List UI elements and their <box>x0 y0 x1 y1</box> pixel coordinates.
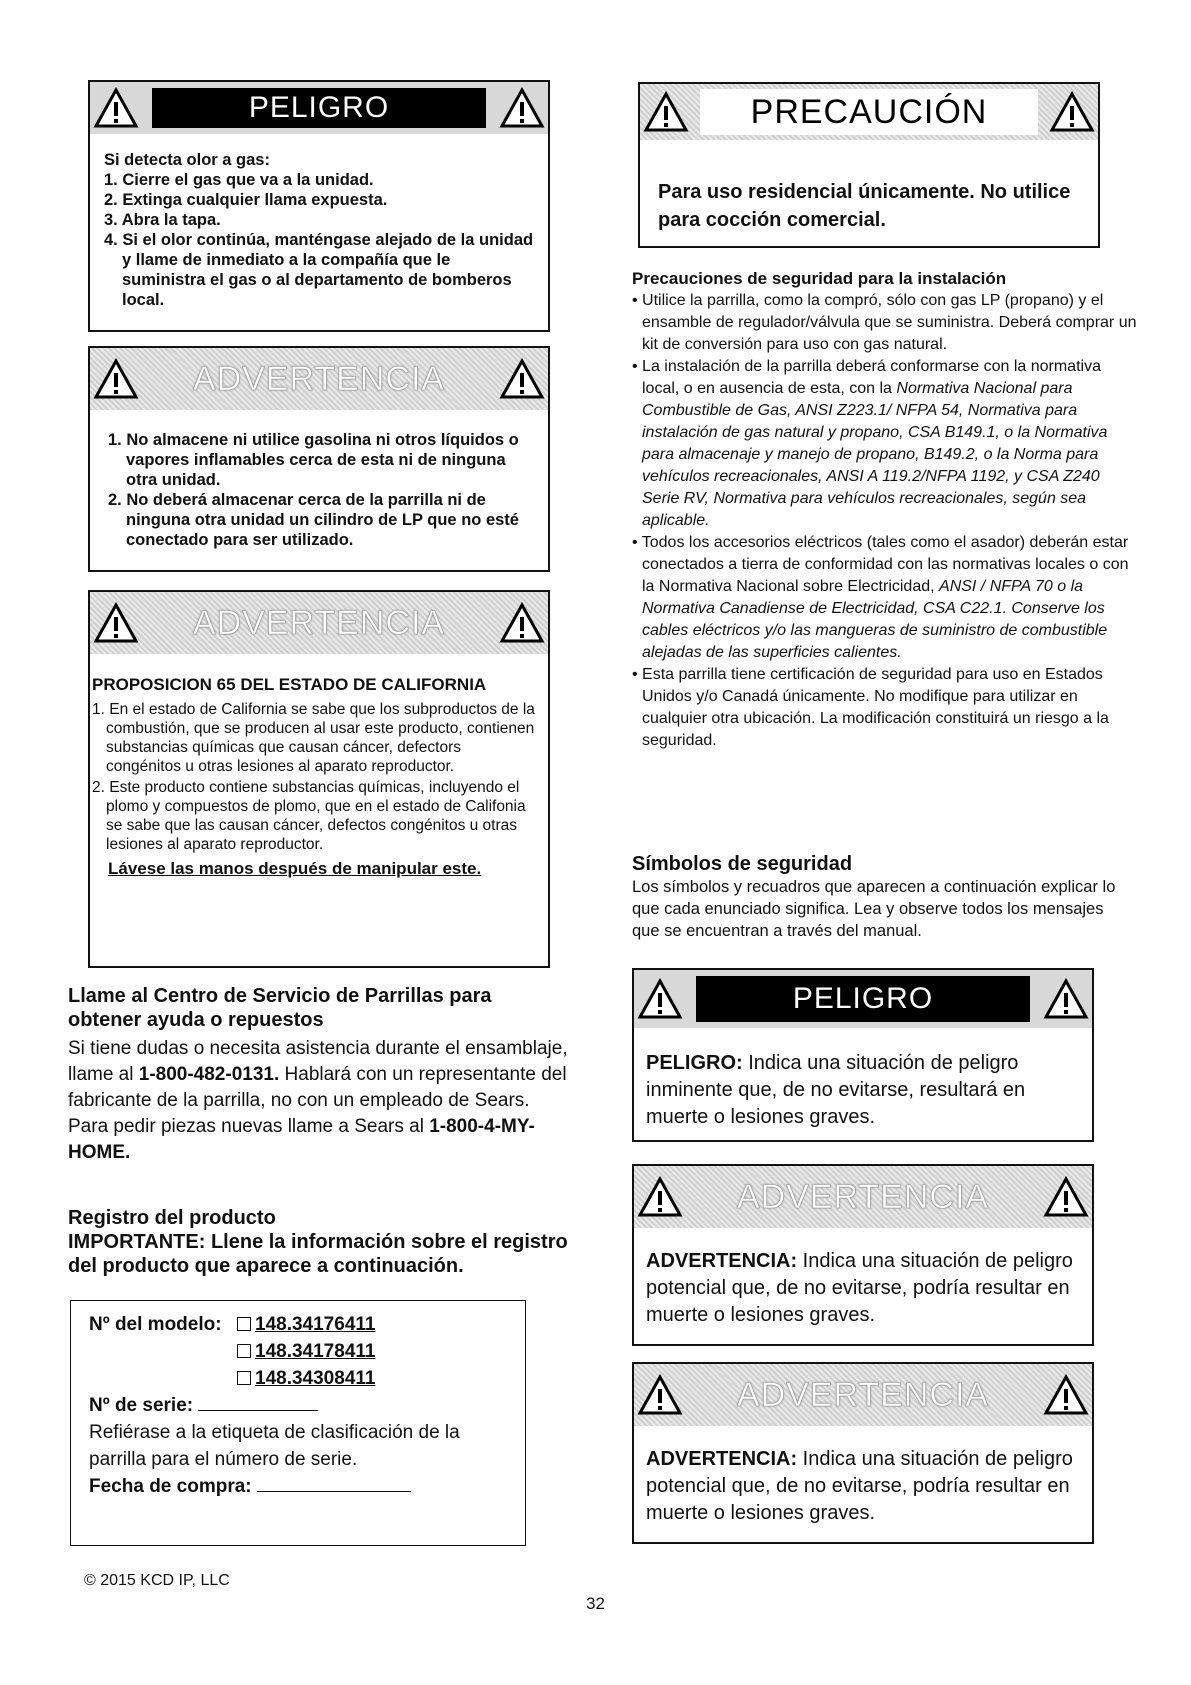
advertencia-box-2 <box>88 590 550 968</box>
date-field[interactable] <box>257 1474 411 1492</box>
warning-triangle-icon <box>90 82 142 134</box>
service-text <box>68 1036 568 1166</box>
precaucion-header <box>640 84 1098 140</box>
list-item: 1. Cierre el gas que va a la unidad. <box>104 171 374 189</box>
checkbox[interactable] <box>237 1317 251 1331</box>
symbol-description: Indica una situación de peligro potencial que, de no evitarse, podría resultar en muerte o lesiones graves. <box>646 1250 1073 1326</box>
install-bullet-text: • Todos los accesorios eléctricos (tales como el asador) deberán estar conectados a tierra de conformidad con las normativas locales o con la Normativa Nacional sobre Electricidad, <box>632 534 1129 595</box>
symbol-advertencia-text <box>646 1446 1080 1527</box>
serial-label: Nº de serie: <box>89 1395 194 1416</box>
install-bullet-italic: Normativa Nacional para Combustible de Gas, ANSI Z223.1/ NFPA 54, Normativa para instalación de gas natural y propano, CSA B149.1, o la Normativa para almacenaje y manejo de propano, B149.2, o la Norma para vehículos recreacionales, ANSI A 119.2/NFPA 1192, y CSA Z240 Serie RV, Normativa para vehículos recreacionales, según sea aplicable. <box>642 380 1108 529</box>
warning-triangle-icon <box>496 82 548 134</box>
symbols-text: Los símbolos y recuadros que aparecen a continuación explicar lo que cada enunciado significa. Lea y observe todos los mensajes que se encuentran a través del manual. <box>632 878 1116 940</box>
peligro-header-label: PELIGRO <box>696 976 1030 1022</box>
install-section <box>632 268 1138 752</box>
advertencia-header-label: ADVERTENCIA <box>736 1375 990 1414</box>
symbol-advertencia-text <box>646 1248 1080 1329</box>
symbols-section <box>632 852 1122 942</box>
model-row <box>89 1311 515 1392</box>
symbol-label: ADVERTENCIA: <box>646 1250 798 1272</box>
model-option[interactable] <box>237 1338 393 1365</box>
warning-triangle-icon <box>1040 973 1092 1025</box>
list-item: 1. En el estado de California se sabe que los subproductos de la combustión, que se producen al usar este producto, contienen substancias químicas que causan cáncer, defectors congénitos u otras lesiones al aparato reproductor. <box>92 701 535 775</box>
symbol-advertencia-box-1 <box>632 1164 1094 1346</box>
warning-triangle-icon <box>496 597 548 649</box>
symbol-peligro-text <box>646 1050 1080 1131</box>
install-bullet-text: • La instalación de la parrilla deberá conformarse con la normativa local, o en ausencia de esta, con la <box>632 358 1101 397</box>
install-bullet: • Esta parrilla tiene certificación de seguridad para uso en Estados Unidos y/o Canadá únicamente. No modifique para utilizar en cualquier otra ubicación. La modificación constituirá un riesgo a la seguridad. <box>632 666 1109 749</box>
service-phone-2: 1-800-4-MY-HOME. <box>68 1116 535 1163</box>
prop65-body <box>92 674 540 880</box>
advertencia-header-label: ADVERTENCIA <box>192 359 446 398</box>
peligro-box <box>88 80 550 332</box>
advertencia-header-label: ADVERTENCIA <box>736 1177 990 1216</box>
model-number: 148.34178411 <box>255 1341 376 1362</box>
prop65-items <box>92 700 540 854</box>
list-item: 1. No almacene ni utilice gasolina ni otros líquidos o vapores inflamables cerca de esta ni de ninguna otra unidad. <box>108 431 519 489</box>
install-bullet <box>632 532 1138 664</box>
copyright: © 2015 KCD IP, LLC <box>84 1572 230 1589</box>
registro-important: IMPORTANTE: Llene la información sobre el registro del producto que aparece a continuación. <box>68 1231 568 1277</box>
registration-form <box>70 1300 526 1546</box>
service-text-1: Si tiene dudas o necesita asistencia durante el ensamblaje, llame al <box>68 1038 568 1085</box>
serial-row <box>89 1392 515 1419</box>
date-label: Fecha de compra: <box>89 1476 252 1497</box>
warning-triangle-icon <box>90 353 142 405</box>
warning-triangle-icon <box>496 353 548 405</box>
list-item: 2. Extinga cualquier llama expuesta. <box>104 191 388 209</box>
symbol-peligro-box <box>632 968 1094 1142</box>
warning-triangle-icon <box>634 973 686 1025</box>
checkbox[interactable] <box>237 1344 251 1358</box>
precaucion-header-label: PRECAUCIÓN <box>700 89 1038 135</box>
peligro-body <box>104 150 538 310</box>
prop65-title: PROPOSICION 65 DEL ESTADO DE CALIFORNIA <box>92 675 487 694</box>
list-item: 4. Si el olor continúa, manténgase alejado de la unidad y llame de inmediato a la compañía que le suministra el gas o al departamento de bomberos local. <box>104 231 534 309</box>
warning-triangle-icon <box>640 86 692 138</box>
warning-triangle-icon <box>1040 1369 1092 1421</box>
warning-triangle-icon <box>634 1369 686 1421</box>
prop65-footer: Lávese las manos después de manipular este. <box>108 859 482 878</box>
advertencia-box-1 <box>88 346 550 572</box>
symbol-description: Indica una situación de peligro potencial que, de no evitarse, podría resultar en muerte o lesiones graves. <box>646 1448 1073 1524</box>
symbol-advertencia-box-2 <box>632 1362 1094 1544</box>
install-bullet: • Utilice la parrilla, como la compró, sólo con gas LP (propano) y el ensamble de regulador/válvula que se suministra. Deberá comprar un kit de conversión para uso con gas natural. <box>632 292 1137 353</box>
service-section <box>68 984 568 1166</box>
list-item: 2. No deberá almacenar cerca de la parrilla ni de ninguna otra unidad un cilindro de LP que no esté conectado para ser utilizado. <box>108 491 519 549</box>
list-item: 2. Este producto contiene substancias químicas, incluyendo el plomo y compuestos de plomo, que en el estado de Califonia se sabe que las causan cáncer, defectos congénitos u otras lesiones al aparato reproductor. <box>92 779 526 853</box>
model-option[interactable] <box>237 1311 393 1338</box>
symbol-description: Indica una situación de peligro inminente que, de no evitarse, resultará en muerte o lesiones graves. <box>646 1052 1026 1128</box>
date-row <box>89 1473 515 1500</box>
checkbox[interactable] <box>237 1371 251 1385</box>
page-number: 32 <box>586 1594 605 1613</box>
install-heading: Precauciones de seguridad para la instalación <box>632 269 1007 288</box>
serial-note: Refiérase a la etiqueta de clasificación de la parrilla para el número de serie. <box>89 1422 460 1470</box>
registro-section <box>68 1206 578 1278</box>
model-number: 148.34308411 <box>255 1368 376 1389</box>
advertencia-header <box>90 348 548 410</box>
symbol-label: ADVERTENCIA: <box>646 1448 798 1470</box>
service-heading: Llame al Centro de Servicio de Parrillas para obtener ayuda o repuestos <box>68 985 492 1031</box>
model-number: 148.34176411 <box>255 1314 376 1335</box>
form-body <box>89 1311 515 1500</box>
list-item: 3. Abra la tapa. <box>104 211 221 229</box>
peligro-header <box>634 970 1092 1028</box>
symbol-label: PELIGRO: <box>646 1052 743 1074</box>
serial-field[interactable] <box>198 1393 318 1411</box>
advertencia-header-label: ADVERTENCIA <box>192 603 446 642</box>
warning-triangle-icon <box>1046 86 1098 138</box>
install-bullet-italic: ANSI / NFPA 70 o la Normativa Canadiense de Electricidad, CSA C22.1. Conserve los cables eléctricos y/o las mangueras de suministro de combustible alejadas de las superficies calientes. <box>642 578 1108 661</box>
peligro-header-label: PELIGRO <box>152 88 486 128</box>
peligro-header <box>90 82 548 134</box>
service-phone-1: 1-800-482-0131. <box>138 1064 280 1085</box>
model-label: Nº del modelo: <box>89 1314 222 1335</box>
model-options <box>237 1311 393 1392</box>
warning-triangle-icon <box>634 1171 686 1223</box>
precaucion-text: Para uso residencial únicamente. No utilice para cocción comercial. <box>658 181 1071 231</box>
service-text-2: Hablará con un representante del fabricante de la parrilla, no con un empleado de Sears. Para pedir piezas nuevas llame a Sears al <box>68 1064 567 1137</box>
model-option[interactable] <box>237 1365 393 1392</box>
advertencia-header <box>634 1166 1092 1228</box>
install-bullet <box>632 356 1138 532</box>
warning-triangle-icon <box>1040 1171 1092 1223</box>
advertencia-header <box>90 592 548 654</box>
peligro-intro: Si detecta olor a gas: <box>104 151 270 169</box>
advertencia-header <box>634 1364 1092 1426</box>
symbols-heading: Símbolos de seguridad <box>632 853 853 875</box>
warning-triangle-icon <box>90 597 142 649</box>
precaucion-box <box>638 82 1100 248</box>
advertencia-1-body <box>108 430 538 550</box>
registro-heading: Registro del producto <box>68 1207 276 1229</box>
